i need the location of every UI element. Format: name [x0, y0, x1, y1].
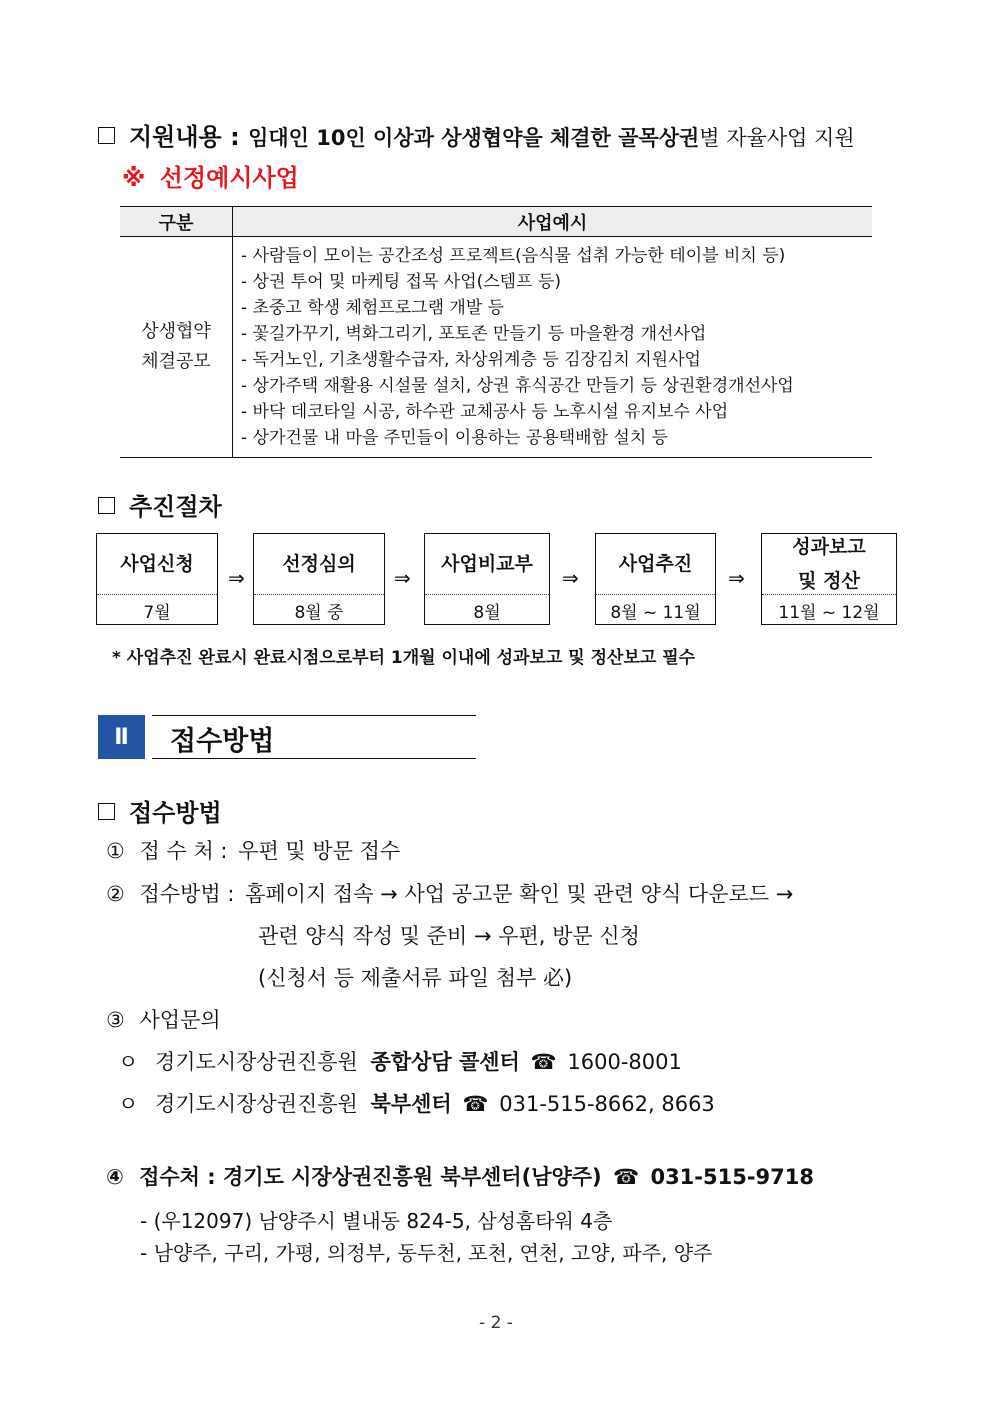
double-arrow-icon: ⇒ [562, 566, 579, 590]
category-line1: 상생협약 [141, 321, 211, 342]
contact-org: 경기도시장상권진흥원 [154, 1050, 358, 1074]
reception-address: - (우12097) 남양주시 별내동 824-5, 삼성홈타워 4층 [140, 1209, 613, 1233]
step-label: 사업비교부 [425, 534, 549, 595]
list-item: - 꽃길가꾸기, 벽화그리기, 포토존 만들기 등 마을환경 개선사업 [241, 324, 707, 344]
procedure-note: * 사업추진 완료시 완료시점으로부터 1개월 이내에 성과보고 및 정산보고 필수 [112, 648, 696, 668]
item-text: 우편 및 방문 접수 [238, 839, 401, 863]
reception-item-2-line2: 관련 양식 작성 및 준비 → 우편, 방문 신청 [258, 924, 640, 948]
contact-org: 경기도시장상권진흥원 [154, 1092, 358, 1116]
title-rule-top [152, 715, 476, 716]
phone-icon: ☎ [612, 1165, 640, 1189]
example-title: 선정예시사업 [159, 164, 299, 192]
bullet-icon: ㅇ [118, 1050, 139, 1074]
item-label: 접수방법 : [139, 882, 235, 906]
list-item: - 상가주택 재활용 시설물 설치, 상권 휴식공간 만들기 등 상권환경개선사업 [241, 376, 794, 396]
reception-item-4 [106, 1161, 814, 1191]
contact-row [118, 1046, 682, 1076]
step-period: 11월 ~ 12월 [778, 602, 880, 623]
table-cell-category [120, 237, 233, 458]
example-table [120, 206, 872, 458]
list-item: - 사람들이 모이는 공간조성 프로젝트(음식물 섭취 가능한 테이블 비치 등) [241, 246, 786, 266]
step-period: 8월 중 [294, 602, 344, 623]
bullet-icon: ㅇ [118, 1092, 139, 1116]
table-header-examples: 사업예시 [233, 207, 873, 237]
contact-dept: 종합상담 콜센터 [370, 1050, 520, 1074]
procedure-step-apply [96, 533, 218, 625]
reception-item-2 [106, 878, 793, 908]
step-label: 선정심의 [254, 534, 384, 595]
support-heading [98, 117, 855, 152]
table-header-category: 구분 [120, 207, 233, 237]
circled-number: ② [106, 882, 125, 906]
title-rule-bottom [152, 758, 476, 759]
contact-phone: 1600-8001 [567, 1050, 682, 1074]
support-text [248, 126, 855, 150]
list-item: - 바닥 데코타일 시공, 하수관 교체공사 등 노후시설 유지보수 사업 [241, 402, 729, 422]
item-text: 접수처 : 경기도 시장상권진흥원 북부센터(남양주) [139, 1165, 602, 1189]
step-label-line1: 성과보고 [792, 536, 866, 558]
table-cell-items [233, 237, 873, 458]
reception-item-3 [106, 1004, 221, 1034]
support-title: 지원내용 : [129, 123, 240, 151]
reception-heading [98, 793, 222, 828]
list-item: - 상권 투어 및 마케팅 접목 사업(스템프 등) [241, 272, 561, 292]
reception-title: 접수방법 [129, 799, 222, 827]
procedure-heading [98, 487, 222, 522]
page-number: - 2 - [479, 1313, 513, 1333]
list-item: - 독거노인, 기초생활수급자, 차상위계층 등 김장김치 지원사업 [241, 350, 701, 370]
support-text-normal: 별 자율사업 지원 [699, 126, 855, 150]
item-label: 사업문의 [139, 1008, 221, 1032]
reception-phone: 031-515-9718 [650, 1165, 815, 1189]
checkbox-square-icon [98, 497, 115, 514]
table-header-row [120, 207, 872, 237]
reception-region: - 남양주, 구리, 가평, 의정부, 동두천, 포천, 연천, 고양, 파주, 양주 [140, 1241, 713, 1265]
part-title: 접수방법 [170, 726, 275, 757]
double-arrow-icon: ⇒ [728, 566, 745, 590]
step-label-line2: 및 정산 [798, 570, 860, 592]
double-arrow-icon: ⇒ [228, 566, 245, 590]
reception-item-2-line3: (신청서 등 제출서류 파일 첨부 必) [258, 966, 573, 990]
checkbox-square-icon [98, 803, 115, 820]
reference-mark-icon: ※ [122, 164, 146, 192]
double-arrow-icon: ⇒ [394, 566, 411, 590]
procedure-step-execute [595, 533, 716, 625]
example-heading [122, 158, 299, 193]
item-label: 접 수 처 : [139, 839, 228, 863]
contact-dept: 북부센터 [370, 1092, 452, 1116]
phone-icon: ☎ [462, 1092, 489, 1116]
procedure-step-report [761, 533, 897, 625]
contact-row [118, 1088, 715, 1118]
support-text-bold: 임대인 10인 이상과 상생협약을 체결한 골목상권 [248, 126, 700, 150]
procedure-title: 추진절차 [129, 493, 222, 521]
phone-icon: ☎ [530, 1050, 557, 1074]
step-period: 8월 [473, 602, 501, 623]
step-period: 7월 [143, 602, 171, 623]
checkbox-square-icon [98, 127, 115, 144]
table-row [120, 237, 872, 458]
circled-number: ③ [106, 1008, 125, 1032]
step-label: 사업신청 [97, 534, 217, 595]
item-text: 홈페이지 접속 → 사업 공고문 확인 및 관련 양식 다운로드 → [245, 882, 794, 906]
list-item: - 상가건물 내 마을 주민들이 이용하는 공용택배함 설치 등 [241, 428, 669, 448]
part-numeral: Ⅱ [98, 715, 145, 759]
step-period: 8월 ~ 11월 [610, 602, 701, 623]
reception-item-1 [106, 835, 400, 865]
category-line2: 체결공모 [141, 351, 211, 372]
step-label [762, 534, 896, 595]
procedure-step-grant [424, 533, 550, 625]
procedure-step-review [253, 533, 385, 625]
list-item: - 초중고 학생 체험프로그램 개발 등 [241, 298, 505, 318]
step-label: 사업추진 [596, 534, 715, 595]
circled-number: ① [106, 839, 125, 863]
contact-phone: 031-515-8662, 8663 [499, 1092, 715, 1116]
circled-number: ④ [106, 1165, 124, 1189]
